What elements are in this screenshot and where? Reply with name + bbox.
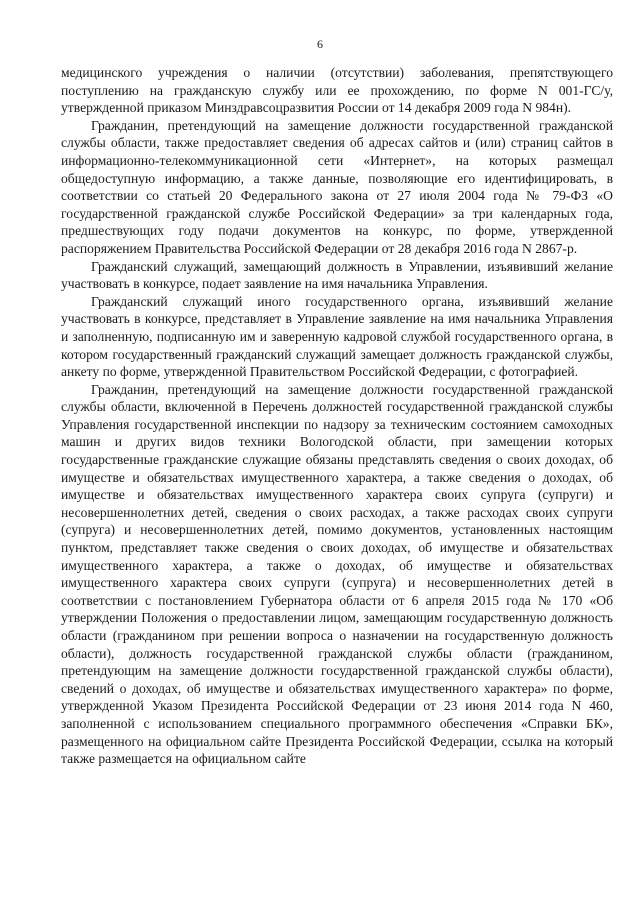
paragraph-income-declaration: Гражданин, претендующий на замещение должности государственной гражданской службы области, включенной в Перечень должностей государственной гражданской службы Управления государственной инспекции по надзору за техническим состоянием самоходных машин и других видов техники Вологодской области, при замещении которых государственные гражданские служащие обязаны представлять сведения о своих доходах, об имуществе и обязательствах имущественного характера, а также сведения о доходах, об имуществе и обязательствах имущественного характера своих супруга (супруги) и несовершеннолетних детей, сведения о своих расходах, а также расходах своих супруги (супруга) и несовершеннолетних детей, помимо документов, установленных настоящим пунктом, представляет также сведения о своих доходах, об имуществе и обязательствах имущественного характера, а также о доходах, об имуществе и обязательствах имущественного характера своих супруги (супруга) и несовершеннолетних детей в соответствии с постановлением Губернатора области от 6 апреля 2015 года № 170 «Об утверждении Положения о предоставлении лицом, замещающим государственную должность области (гражданином при решении вопроса о назначении на государственную должность области), должность государственной гражданской службы области (гражданином, претендующим на замещение должности государственной гражданской службы области), сведений о доходах, об имуществе и обязательствах имущественного характера» по форме, утвержденной Указом Президента Российской Федерации от 23 июня 2014 года N 460, заполненной с использованием специального программного обеспечения «Справки БК», размещенного на официальном сайте Президента Российской Федерации, ссылка на который также размещается на официальном сайте: [61, 381, 613, 767]
page-number: 6: [317, 37, 323, 51]
paragraph-other-agency-servant: Гражданский служащий иного государственного органа, изъявивший желание участвовать в конкурсе, представляет в Управление заявление на имя начальника Управления и заполненную, подписанную им и заверенную кадровой службой государственного органа, в котором государственный гражданский служащий замещает должность гражданской службы, анкету по форме, утвержденной Правительством Российской Федерации, с фотографией.: [61, 293, 613, 380]
document-body: [61, 64, 613, 768]
paragraph-internal-servant: Гражданский служащий, замещающий должность в Управлении, изъявивший желание участвовать в конкурсе, подает заявление на имя начальника Управления.: [61, 258, 613, 292]
paragraph-internet-sites: Гражданин, претендующий на замещение должности государственной гражданской службы области, также предоставляет сведения об адресах сайтов и (или) страниц сайтов в информационно-телекоммуникационной сети «Интернет», на которых размещал общедоступную информацию, а также данные, позволяющие его идентифицировать, в соответствии со статьей 20 Федерального закона от 27 июля 2004 года № 79-ФЗ «О государственной гражданской службе Российской Федерации» за три календарных года, предшествующих году подачи документов на конкурс, по форме, утвержденной распоряжением Правительства Российской Федерации от 28 декабря 2016 года N 2867-р.: [61, 117, 613, 256]
paragraph-medical-certificate: медицинского учреждения о наличии (отсутствии) заболевания, препятствующего поступлению на гражданскую службу или ее прохождению, по форме N 001-ГС/у, утвержденной приказом Минздравсоцразвития России от 14 декабря 2009 года N 984н).: [61, 65, 613, 116]
